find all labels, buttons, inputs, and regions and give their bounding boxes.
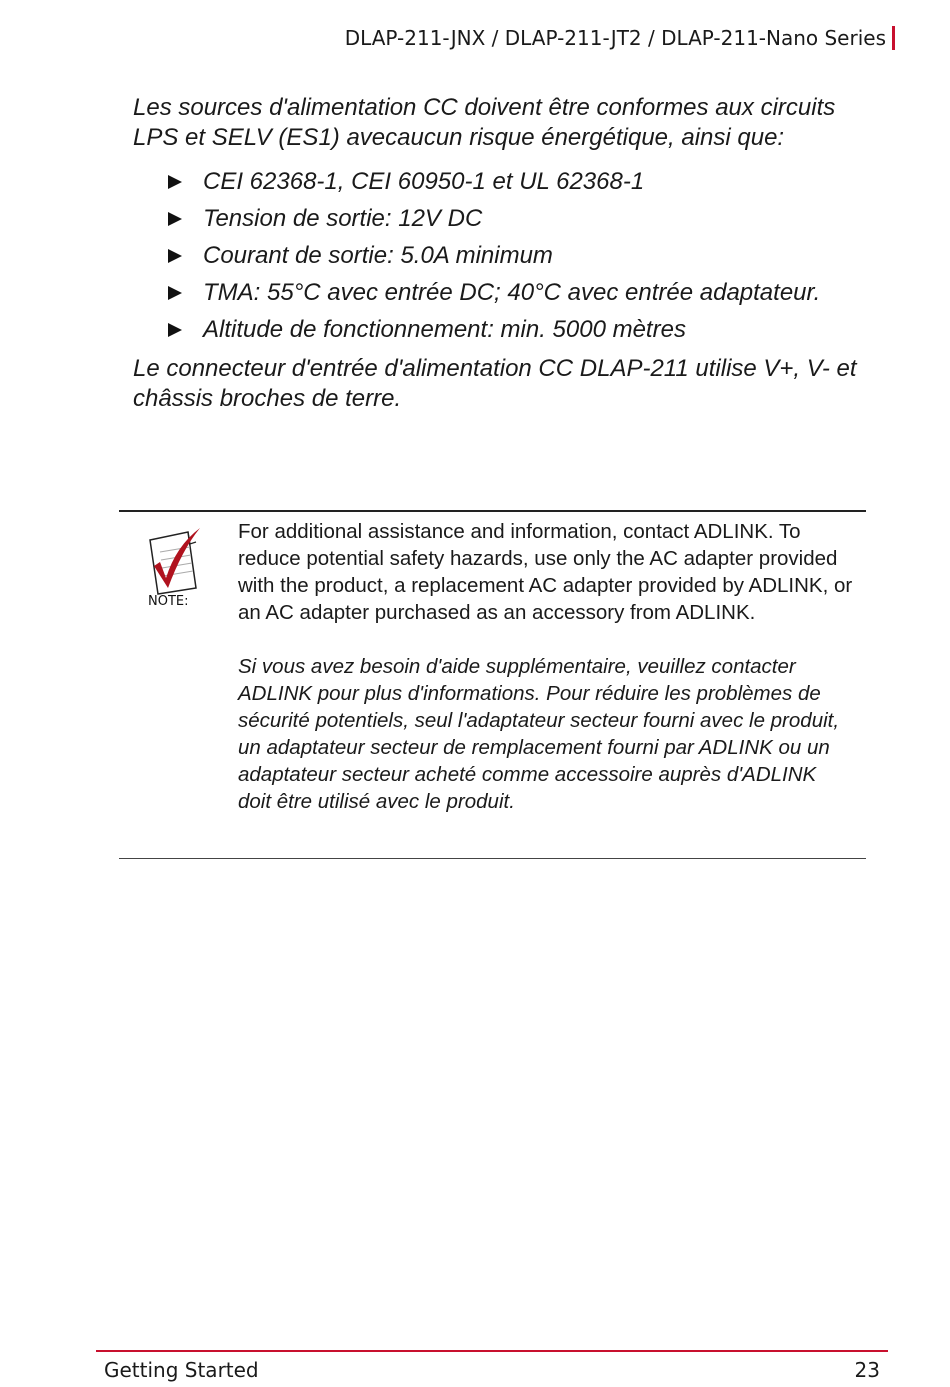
note-check-icon: [146, 526, 202, 596]
footer-divider: [96, 1350, 888, 1352]
list-item-text: Altitude de fonctionnement: min. 5000 mètres: [203, 315, 686, 343]
note-english: For additional assistance and information, contact ADLINK. To reduce potential safety hazards, use only the AC adapter provided with the product, a replacement AC adapter provided by ADLINK, or an AC adapter purchased as an accessory from ADLINK.: [238, 520, 853, 624]
list-item: [168, 311, 888, 348]
intro-paragraph: Les sources d'alimentation CC doivent être conformes aux circuits LPS et SELV (ES1) avecaucun risque énergétique, ainsi que:: [133, 94, 836, 151]
note-text: [238, 518, 853, 815]
bullet-triangle-icon: [168, 212, 182, 226]
list-item-text: Courant de sortie: 5.0A minimum: [203, 241, 553, 269]
note-box: [119, 510, 866, 859]
header-accent-bar: [892, 26, 895, 50]
header-title: DLAP-211-JNX / DLAP-211-JT2 / DLAP-211-Nano Series: [344, 26, 886, 50]
list-item: [168, 200, 888, 237]
footer-section: Getting Started: [104, 1358, 259, 1382]
bullet-triangle-icon: [168, 175, 182, 189]
requirements-list: [168, 163, 888, 348]
list-item: [168, 163, 888, 200]
list-item-text: CEI 62368-1, CEI 60950-1 et UL 62368-1: [203, 167, 645, 195]
note-label: NOTE:: [148, 594, 189, 609]
bullet-triangle-icon: [168, 323, 182, 337]
list-item-text: Tension de sortie: 12V DC: [203, 204, 483, 232]
connector-paragraph: Le connecteur d'entrée d'alimentation CC DLAP-211 utilise V+, V- et châssis broches de terre.: [133, 355, 857, 412]
page-header: [345, 26, 895, 50]
bullet-triangle-icon: [168, 286, 182, 300]
note-french: Si vous avez besoin d'aide supplémentaire, veuillez contacter ADLINK pour plus d'informations. Pour réduire les problèmes de sécurité potentiels, seul l'adaptateur secteur fourni avec le produit, un adaptateur secteur de remplacement fourni par ADLINK ou un adaptateur secteur acheté comme accessoire auprès d'ADLINK doit être utilisé avec le produit.: [238, 655, 840, 813]
list-item: [168, 274, 888, 311]
list-item: [168, 237, 888, 274]
bullet-triangle-icon: [168, 249, 182, 263]
list-item-text: TMA: 55°C avec entrée DC; 40°C avec entrée adaptateur.: [203, 278, 821, 306]
page-number: 23: [854, 1358, 880, 1382]
